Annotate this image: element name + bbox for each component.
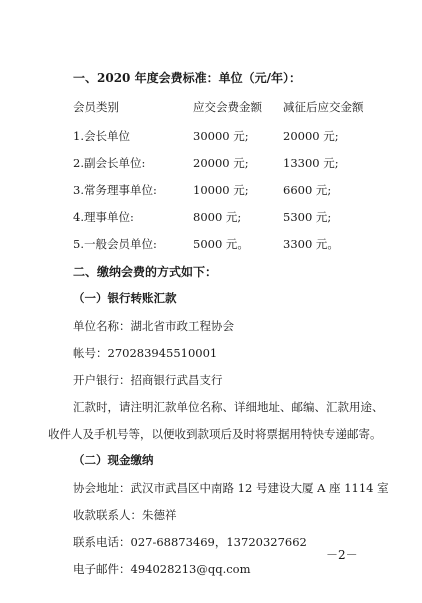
bank-note-line-1: 汇款时，请注明汇款单位名称、详细地址、邮编、汇款用途、 bbox=[73, 400, 384, 414]
table-header-due: 应交会费金额 bbox=[193, 100, 262, 114]
cash-payment-title: （二）现金缴纳 bbox=[73, 453, 154, 467]
table-header-category: 会员类别 bbox=[73, 100, 119, 114]
table-row-1-reduced: 20000 元; bbox=[283, 129, 339, 143]
bank-transfer-title: （一）银行转账汇款 bbox=[73, 291, 177, 305]
table-row-2-category: 2.副会长单位: bbox=[73, 156, 146, 170]
table-row-2-due: 20000 元; bbox=[193, 156, 249, 170]
table-header-reduced: 减征后应交金额 bbox=[283, 100, 364, 114]
cash-address: 协会地址：武汉市武昌区中南路 12 号建设大厦 A 座 1114 室 bbox=[73, 481, 389, 495]
section1-heading: 一、2020 年度会费标准：单位（元/年）： bbox=[73, 71, 301, 85]
table-row-3-category: 3.常务理事单位: bbox=[73, 183, 157, 197]
table-row-3-reduced: 6600 元; bbox=[283, 183, 332, 197]
table-row-3-due: 10000 元; bbox=[193, 183, 249, 197]
bank-account: 帐号：270283945510001 bbox=[73, 346, 218, 360]
cash-phone: 联系电话：027-68873469，13720327662 bbox=[73, 535, 307, 549]
table-row-4-category: 4.理事单位: bbox=[73, 210, 134, 224]
cash-email: 电子邮件：494028213@qq.com bbox=[73, 562, 251, 576]
page-number: －2－ bbox=[326, 548, 358, 562]
table-row-5-category: 5.一般会员单位: bbox=[73, 237, 157, 251]
table-row-1-category: 1.会长单位 bbox=[73, 129, 130, 143]
bank-note-line-2: 收件人及手机号等，以便收到款项后及时将票据用特快专递邮寄。 bbox=[48, 427, 382, 441]
table-row-2-reduced: 13300 元; bbox=[283, 156, 339, 170]
table-row-5-due: 5000 元。 bbox=[193, 237, 249, 251]
cash-contact: 收款联系人：朱德祥 bbox=[73, 508, 177, 522]
bank-unit-name: 单位名称：湖北省市政工程协会 bbox=[73, 319, 234, 333]
section2-heading: 二、缴纳会费的方式如下： bbox=[73, 265, 218, 279]
table-row-4-due: 8000 元; bbox=[193, 210, 242, 224]
bank-name: 开户银行：招商银行武昌支行 bbox=[73, 373, 223, 387]
table-row-5-reduced: 3300 元。 bbox=[283, 237, 339, 251]
table-row-4-reduced: 5300 元; bbox=[283, 210, 332, 224]
table-row-1-due: 30000 元; bbox=[193, 129, 249, 143]
